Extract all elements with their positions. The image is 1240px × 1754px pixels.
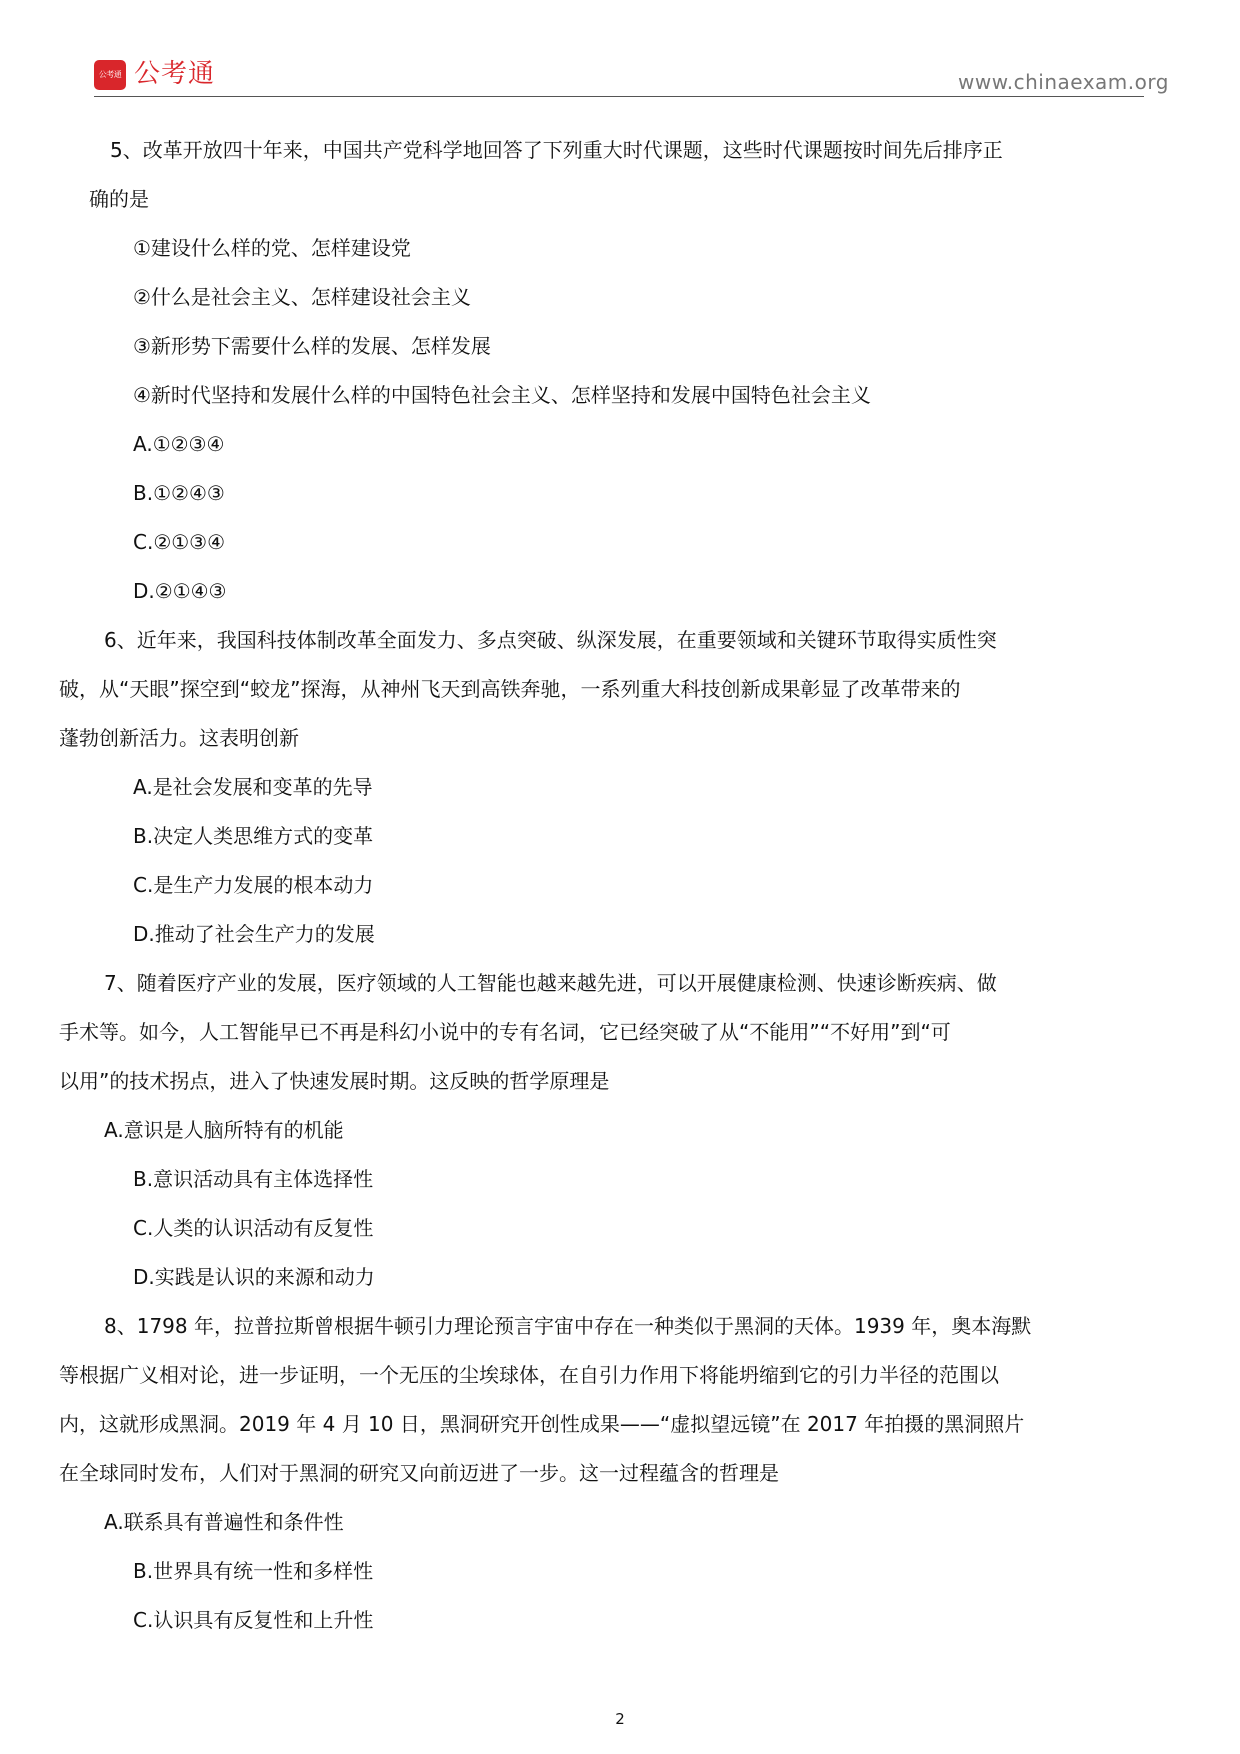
- page-number: 2: [615, 1710, 625, 1728]
- page-header: [0, 0, 1240, 110]
- q7-stem-line-1: 7、随着医疗产业的发展，医疗领域的人工智能也越来越先进，可以开展健康检测、快速诊断疾病、做: [104, 971, 997, 995]
- q7-stem-line-3: 以用”的技术拐点，进入了快速发展时期。这反映的哲学原理是: [59, 1069, 610, 1093]
- q6-option-b: B.决定人类思维方式的变革: [133, 824, 374, 848]
- q7-option-a: A.意识是人脑所特有的机能: [104, 1118, 344, 1142]
- q8-stem-line-1: 8、1798 年，拉普拉斯曾根据牛顿引力理论预言宇宙中存在一种类似于黑洞的天体。1939 年，奥本海默: [104, 1314, 1032, 1338]
- q7-stem-line-2: 手术等。如今，人工智能早已不再是科幻小说中的专有名词，它已经突破了从“不能用”“不好用”到“可: [59, 1020, 951, 1044]
- header-url: www.chinaexam.org: [958, 70, 1169, 94]
- q6-stem-line-1: 6、近年来，我国科技体制改革全面发力、多点突破、纵深发展，在重要领域和关键环节取得实质性突: [104, 628, 997, 652]
- q5-option-a: A.①②③④: [133, 432, 225, 456]
- q5-item-4: ④新时代坚持和发展什么样的中国特色社会主义、怎样坚持和发展中国特色社会主义: [133, 383, 871, 407]
- q7-option-d: D.实践是认识的来源和动力: [133, 1265, 375, 1289]
- q8-option-c: C.认识具有反复性和上升性: [133, 1608, 374, 1632]
- q5-option-d: D.②①④③: [133, 579, 227, 603]
- q8-option-a: A.联系具有普遍性和条件性: [104, 1510, 344, 1534]
- q5-stem-line-2: 确的是: [89, 187, 149, 211]
- q6-option-c: C.是生产力发展的根本动力: [133, 873, 374, 897]
- q5-item-3: ③新形势下需要什么样的发展、怎样发展: [133, 334, 491, 358]
- q8-stem-line-3: 内，这就形成黑洞。2019 年 4 月 10 日，黑洞研究开创性成果——“虚拟望远镜”在 2017 年拍摄的黑洞照片: [59, 1412, 1025, 1436]
- q6-option-d: D.推动了社会生产力的发展: [133, 922, 375, 946]
- q5-item-1: ①建设什么样的党、怎样建设党: [133, 236, 411, 260]
- q6-stem-line-2: 破，从“天眼”探空到“蛟龙”探海，从神州飞天到高铁奔驰，一系列重大科技创新成果彰显了改革带来的: [59, 677, 961, 701]
- q8-stem-line-2: 等根据广义相对论，进一步证明，一个无压的尘埃球体，在自引力作用下将能坍缩到它的引力半径的范围以: [59, 1363, 999, 1387]
- q7-option-c: C.人类的认识活动有反复性: [133, 1216, 374, 1240]
- q5-option-b: B.①②④③: [133, 481, 225, 505]
- q7-option-b: B.意识活动具有主体选择性: [133, 1167, 374, 1191]
- q6-option-a: A.是社会发展和变革的先导: [133, 775, 373, 799]
- header-divider: [94, 96, 1144, 97]
- q8-option-b: B.世界具有统一性和多样性: [133, 1559, 374, 1583]
- q5-item-2: ②什么是社会主义、怎样建设社会主义: [133, 285, 471, 309]
- q5-option-c: C.②①③④: [133, 530, 226, 554]
- q6-stem-line-3: 蓬勃创新活力。这表明创新: [59, 726, 299, 750]
- q8-stem-line-4: 在全球同时发布，人们对于黑洞的研究又向前迈进了一步。这一过程蕴含的哲理是: [59, 1461, 779, 1485]
- logo-text: 公考通: [134, 59, 216, 89]
- q5-stem-line-1: 5、改革开放四十年来，中国共产党科学地回答了下列重大时代课题，这些时代课题按时间先后排序正: [110, 138, 1003, 162]
- logo-icon: 公考通: [94, 60, 126, 90]
